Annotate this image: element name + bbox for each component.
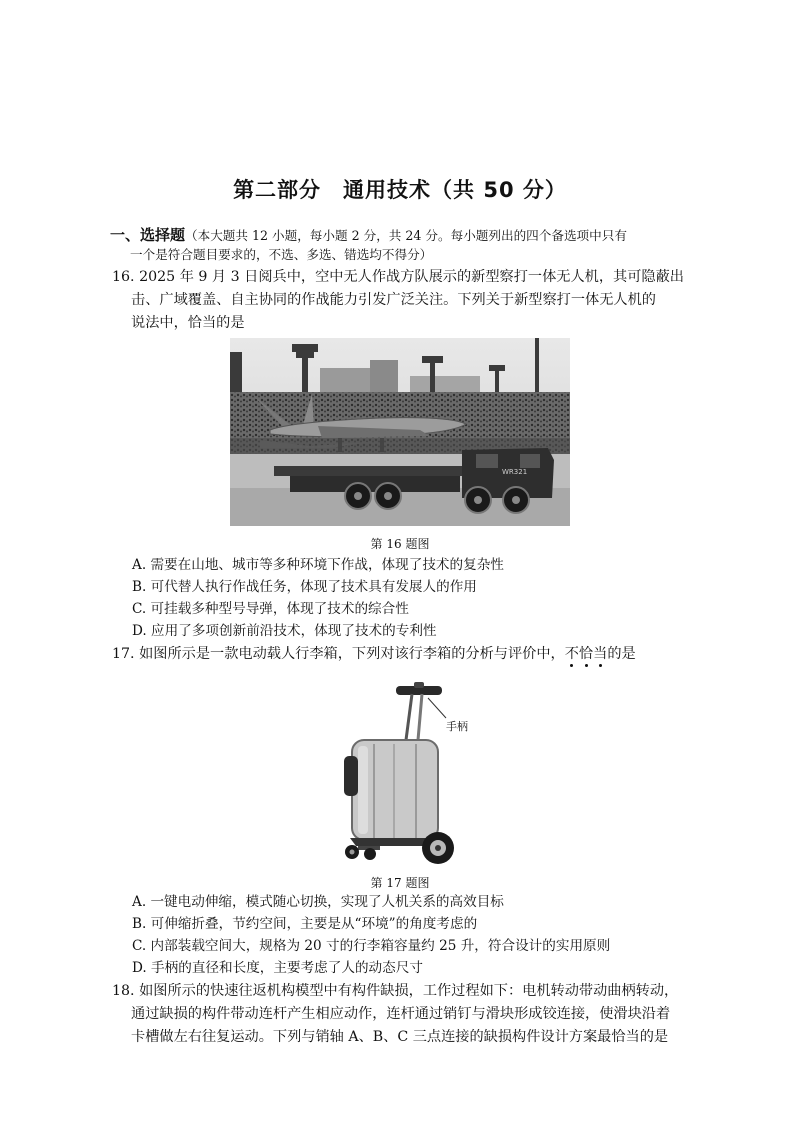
q16-option-c: C. 可挂载多种型号导弹，体现了技术的综合性 <box>132 601 409 617</box>
q17-option-b: B. 可伸缩折叠，节约空间，主要是从“环境”的角度考虑的 <box>132 916 478 932</box>
q18-stem-line-1: 18. 如图所示的快速往返机构模型中有构件缺损，工作过程如下：电机转动带动曲柄转动， <box>112 983 679 999</box>
q17-option-c: C. 内部装载空间大，规格为 20 寸的行李箱容量约 25 升，符合设计的实用原则 <box>132 938 611 954</box>
q18-stem-line-2: 通过缺损的构件带动连杆产生相应动作，连杆通过销钉与滑块形成铰连接，使滑块沿着 <box>131 1006 671 1022</box>
part-title: 第二部分 通用技术（共 50 分） <box>233 178 567 202</box>
vehicle-plate: WR321 <box>502 468 528 476</box>
q17-stem <box>112 645 636 663</box>
q17-option-a: A. 一键电动伸缩，模式随心切换，实现了人机关系的高效目标 <box>132 894 504 910</box>
q16-option-b: B. 可代替人执行作战任务，体现了技术具有发展人的作用 <box>132 579 477 595</box>
handle-label: 手柄 <box>446 720 468 733</box>
q16-figure-caption: 第 16 题图 <box>370 537 430 551</box>
section-note-1: （本大题共 12 小题，每小题 2 分，共 24 分。每小题列出的四个备选项中只有 <box>185 228 627 243</box>
q17-emphasis-char-2: 恰 <box>578 646 594 662</box>
q16-stem-line-1: 16. 2025 年 9 月 3 日阅兵中，空中无人作战方队展示的新型察打一体无人机，其可隐蔽出 <box>112 269 684 285</box>
q17-stem-suffix: 的是 <box>607 646 636 662</box>
q16-option-d: D. 应用了多项创新前沿技术，体现了技术的专利性 <box>132 623 437 639</box>
q18-stem-line-3: 卡槽做左右往复运动。下列与销轴 A、B、C 三点连接的缺损构件设计方案最恰当的是 <box>131 1029 669 1045</box>
q17-option-d: D. 手柄的直径和长度，主要考虑了人的动态尺寸 <box>132 960 423 976</box>
q17-suitcase-scooter-figure <box>330 678 480 868</box>
q17-stem-prefix: 17. 如图所示是一款电动载人行李箱，下列对该行李箱的分析与评价中， <box>112 646 565 662</box>
q17-emphasis-char-3: 当 <box>593 646 608 662</box>
section-line-1 <box>110 226 627 245</box>
q17-figure-caption: 第 17 题图 <box>370 876 430 890</box>
q16-stem-line-2: 击、广域覆盖、自主协同的作战能力引发广泛关注。下列关于新型察打一体无人机的 <box>131 292 656 308</box>
q17-emphasis-char-1: 不 <box>564 646 579 662</box>
q16-option-a: A. 需要在山地、城市等多种环境下作战，体现了技术的复杂性 <box>132 557 504 573</box>
q16-stem-line-3: 说法中，恰当的是 <box>131 315 245 331</box>
section-heading: 一、选择题 <box>110 226 186 244</box>
q16-drone-photo <box>230 338 570 526</box>
section-note-2: 一个是符合题目要求的，不选、多选、错选均不得分） <box>130 247 433 262</box>
